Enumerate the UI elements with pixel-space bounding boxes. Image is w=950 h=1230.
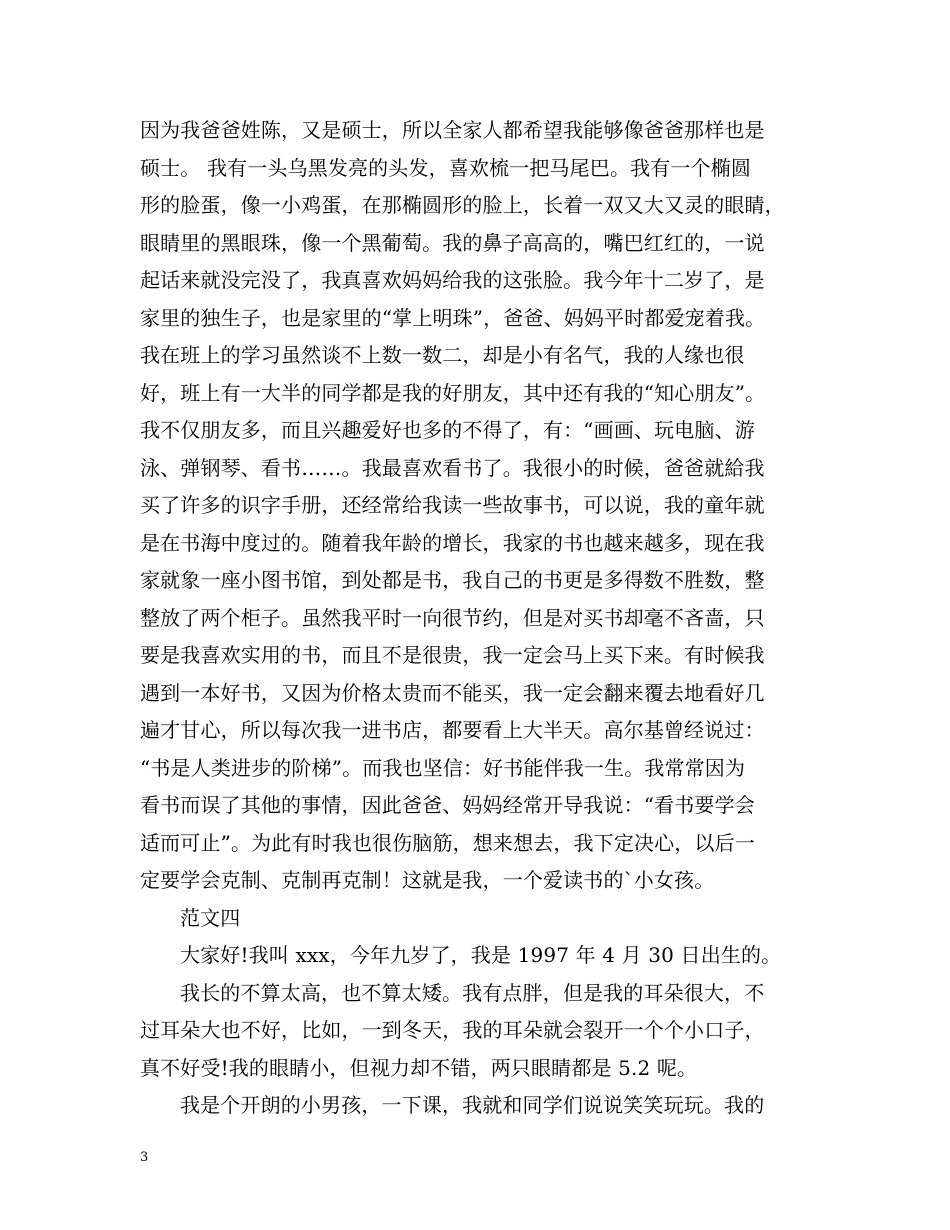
text-line: 遇到一本好书，又因为价格太贵而不能买，我一定会翻来覆去地看好几 — [140, 680, 765, 705]
text-line: 起话来就没完没了，我真喜欢妈妈给我的这张脸。我今年十二岁了，是 — [140, 268, 765, 292]
text-line: 是在书海中度过的。随着我年龄的增长，我家的书也越来越多，现在我 — [140, 530, 765, 555]
text-line: 硕士。 我有一头乌黑发亮的头发，喜欢梳一把马尾巴。我有一个椭圆 — [140, 155, 752, 180]
text-line: 过耳朵大也不好，比如，一到冬天，我的耳朵就会裂开一个个小口子， — [140, 1018, 765, 1042]
text-line: 我在班上的学习虽然谈不上数一数二，却是小有名气，我的人缘也很 — [140, 343, 745, 367]
text-line: “书是人类进步的阶梯”。而我也坚信：好书能伴我一生。我常常因为 — [140, 755, 746, 780]
text-line: 遍才甘心，所以每次我一进书店，都要看上大半天。高尔基曾经说过： — [140, 718, 765, 742]
text-line: 我不仅朋友多，而且兴趣爱好也多的不得了，有：“画画、玩电脑、游 — [140, 418, 755, 442]
text-line: 范文四 — [180, 905, 241, 930]
text-line: 形的脸蛋，像一小鸡蛋，在那椭圆形的脸上，长着一双又大又灵的眼睛， — [140, 193, 785, 217]
text-line: 买了许多的识字手册，还经常给我读一些故事书，可以说，我的童年就 — [140, 493, 765, 517]
text-line: 好，班上有一大半的同学都是我的好朋友，其中还有我的“知心朋友”。 — [140, 380, 766, 405]
text-line: 真不好受!我的眼睛小，但视力却不错，两只眼睛都是 5.2 呢。 — [140, 1055, 698, 1080]
text-line: 我长的不算太高，也不算太矮。我有点胖，但是我的耳朵很大，不 — [180, 980, 765, 1005]
text-line: 因为我爸爸姓陈，又是硕士，所以全家人都希望我能够像爸爸那样也是 — [140, 118, 765, 142]
text-line: 要是我喜欢实用的书，而且不是很贵，我一定会马上买下来。有时候我 — [140, 643, 765, 667]
text-line: 家里的独生子，也是家里的“掌上明珠”，爸爸、妈妈平时都爱宠着我。 — [140, 305, 766, 330]
text-line: 定要学会克制、克制再克制！这就是我，一个爱读书的`小女孩。 — [140, 868, 715, 892]
text-line: 大家好!我叫 xxx，今年九岁了，我是 1997 年 4 月 30 日出生的。 — [180, 943, 782, 967]
text-line: 泳、弹钢琴、看书……。我最喜欢看书了。我很小的时候，爸爸就給我 — [140, 455, 765, 480]
page-number: 3 — [140, 1150, 149, 1165]
text-line: 我是个开朗的小男孩，一下课，我就和同学们说说笑笑玩玩。我的 — [180, 1093, 765, 1117]
text-line: 适而可止”。为此有时我也很伤脑筋，想来想去，我下定决心，以后一 — [140, 830, 755, 855]
body-text — [140, 112, 830, 1125]
text-line: 看书而误了其他的事情，因此爸爸、妈妈经常开导我说：“看书要学会 — [140, 793, 755, 817]
text-line: 家就象一座小图书馆，到处都是书，我自己的书更是多得数不胜数，整 — [140, 568, 765, 592]
text-line: 眼睛里的黑眼珠，像一个黑葡萄。我的鼻子高高的，嘴巴红红的，一说 — [140, 230, 765, 255]
text-line: 整放了两个柜子。虽然我平时一向很节约，但是对买书却毫不吝啬，只 — [140, 605, 765, 630]
